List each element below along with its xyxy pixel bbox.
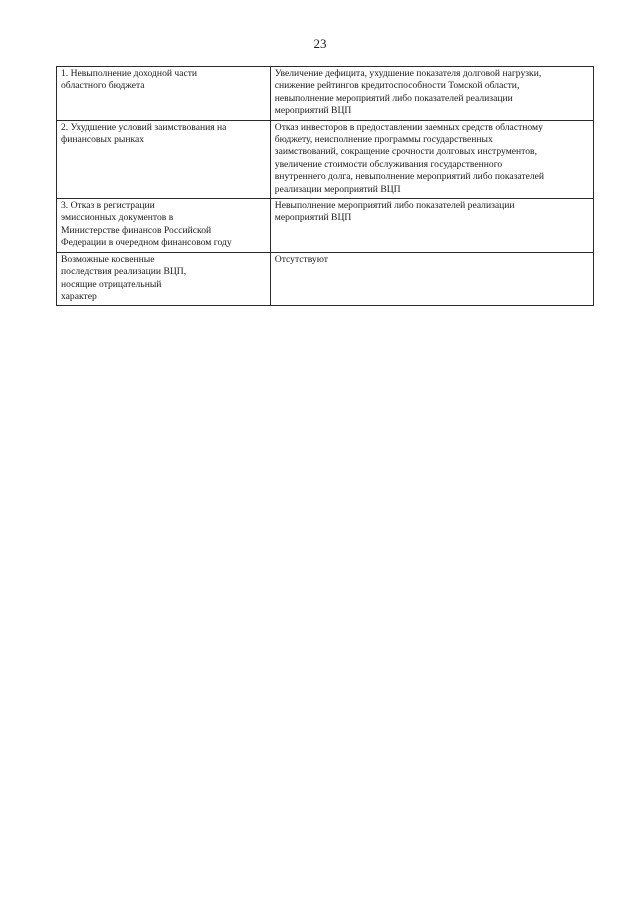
table-row (57, 199, 594, 253)
risk-cell: Возможные косвенные последствия реализации ВЦП, носящие отрицательный характер (57, 252, 271, 306)
effect-cell: Невыполнение мероприятий либо показателей реализации мероприятий ВЦП (270, 199, 593, 253)
effect-cell: Отказ инвесторов в предоставлении заемных средств областному бюджету, неисполнение программы государственных заимствований, сокращение срочности долговых инструментов, увеличение стоимости обслуживания государственного внутреннего долга, невыполнение мероприятий либо показателей реализации мероприятий ВЦП (270, 120, 593, 198)
effect-cell: Отсутствуют (270, 252, 593, 306)
risk-table (56, 66, 594, 306)
page-number: 23 (313, 36, 327, 51)
table-row (57, 120, 594, 198)
risk-cell: 3. Отказ в регистрации эмиссионных документов в Министерстве финансов Российской Федерации в очередном финансовом году (57, 199, 271, 253)
table-row (57, 252, 594, 306)
effect-cell: Увеличение дефицита, ухудшение показателя долговой нагрузки, снижение рейтингов кредитоспособности Томской области, невыполнение мероприятий либо показателей реализации мероприятий ВЦП (270, 67, 593, 121)
risk-cell: 1. Невыполнение доходной части областного бюджета (57, 67, 271, 121)
table-row (57, 67, 594, 121)
risk-cell: 2. Ухудшение условий заимствования на финансовых рынках (57, 120, 271, 198)
